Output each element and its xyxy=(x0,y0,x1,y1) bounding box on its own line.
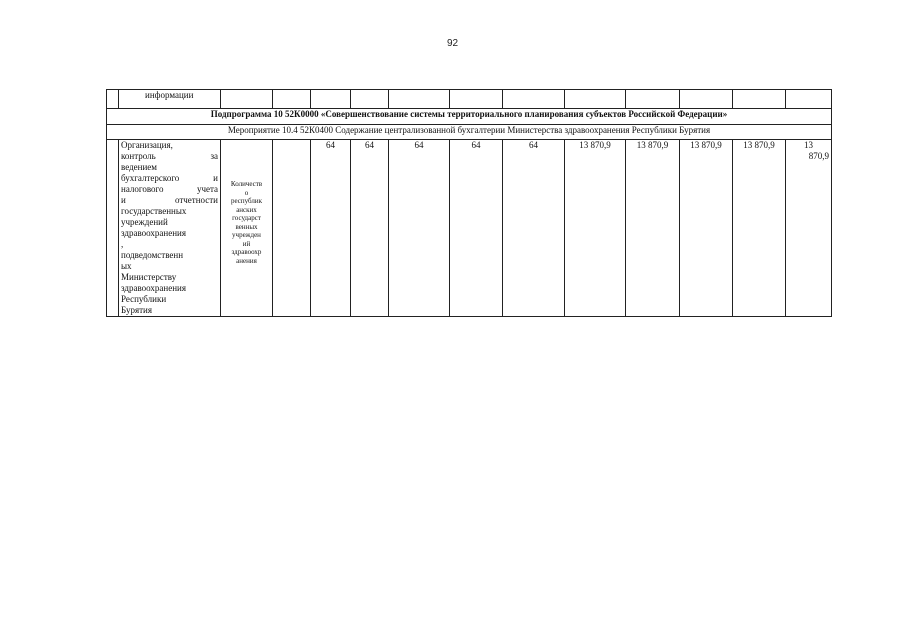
table-cell xyxy=(311,90,351,109)
value-cell: 64 xyxy=(351,140,389,317)
page-number: 92 xyxy=(446,38,459,49)
value-cell: 64 xyxy=(503,140,565,317)
table-row-info xyxy=(107,90,832,109)
table-row-subprogram xyxy=(107,109,832,125)
table-cell xyxy=(503,90,565,109)
table-cell xyxy=(733,90,786,109)
table-cell xyxy=(273,90,311,109)
unit-cell xyxy=(273,140,311,317)
table-cell xyxy=(107,140,119,317)
value-cell: 64 xyxy=(450,140,503,317)
table-cell xyxy=(450,90,503,109)
table-row-event xyxy=(107,125,832,140)
table-cell xyxy=(565,90,626,109)
table-cell xyxy=(680,90,733,109)
organization-text: Организация, контроль за ведением бухгалтерского и налогового учета и отчетности государственных учреждений здравоохранения , подведомственн ых Министерству здравоохранения Республики Бурятия xyxy=(119,140,221,317)
table-cell xyxy=(786,90,832,109)
indicator-text: Количеств о республик анских государст венных учрежден ий здравоохр анения xyxy=(221,140,273,317)
amount-cell: 13 870,9 xyxy=(733,140,786,317)
amount-cell: 13 870,9 xyxy=(680,140,733,317)
event-title: Мероприятие 10.4 52К0400 Содержание централизованной бухгалтерии Министерства здравоохранения Республики Бурятия xyxy=(107,125,832,140)
table-cell xyxy=(626,90,680,109)
amount-cell: 13 870,9 xyxy=(565,140,626,317)
amount-cell-last: 13 870,9 xyxy=(786,140,832,317)
table-row-data xyxy=(107,140,832,317)
value-cell: 64 xyxy=(311,140,351,317)
table-cell xyxy=(389,90,450,109)
table-cell xyxy=(107,90,119,109)
table-cell xyxy=(221,90,273,109)
subprogram-title: Подпрограмма 10 52К0000 «Совершенствование системы территориального планирования субъектов Российской Федерации» xyxy=(107,109,832,125)
value-cell: 64 xyxy=(389,140,450,317)
amount-cell: 13 870,9 xyxy=(626,140,680,317)
info-cell: информации xyxy=(119,90,221,109)
program-table xyxy=(106,89,832,317)
table-cell xyxy=(351,90,389,109)
